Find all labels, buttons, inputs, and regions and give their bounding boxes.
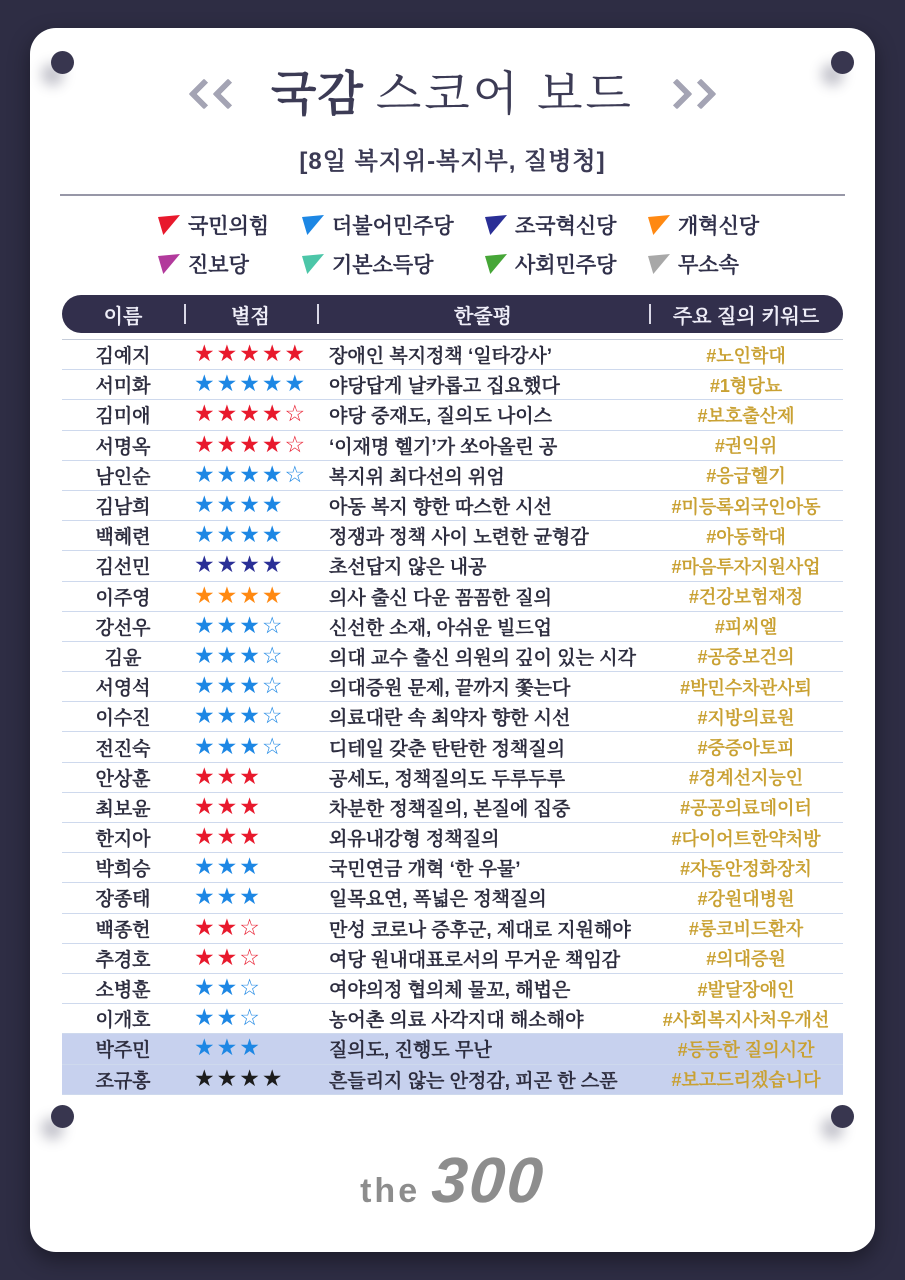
divider-rule [60,194,845,196]
party-flag-icon [485,215,507,235]
legend-label: 더불어민주당 [332,215,454,238]
keyword-tag: #발달장애인 [697,979,795,1000]
star-rating: ★★★ [194,854,262,881]
review-text: 농어촌 의료 사각지대 해소해야 [329,1010,584,1032]
member-name: 이개호 [95,1010,151,1032]
review-text: 질의도, 진행도 무난 [329,1040,492,1062]
keyword-tag: #롱코비드환자 [688,919,804,940]
member-name: 박주민 [95,1040,151,1062]
pin-bottom-right-icon [831,1105,854,1128]
star-rating: ★★★ [194,763,262,790]
keyword-tag: #중증아토피 [697,738,795,759]
legend-label: 조국혁신당 [515,215,617,238]
keyword-tag: #아동학대 [706,526,786,547]
table-row [62,521,843,551]
table-row [62,582,843,612]
member-name: 김윤 [104,647,142,669]
left-chevrons-icon [193,83,241,105]
star-rating: ★★★★ [194,582,285,609]
star-rating: ★★★☆ [194,612,285,639]
review-text: 여당 원내대표로서의 무거운 책임감 [329,949,621,971]
table-row [62,793,843,823]
legend-item [648,249,875,279]
member-name: 강선우 [95,617,151,639]
member-name: 김예지 [95,346,151,368]
title-bold: 국감 [271,67,364,120]
review-text: 의료대란 속 최약자 향한 시선 [329,708,571,730]
title-row [30,28,875,120]
legend-label: 국민의힘 [188,215,270,238]
score-table-body [62,339,843,1095]
star-rating: ★★★☆ [194,733,285,760]
member-name: 남인순 [95,466,151,488]
legend-item [158,210,302,240]
legend-label: 무소속 [678,254,739,277]
star-rating: ★★☆ [194,944,262,971]
review-text: 디테일 갖춘 탄탄한 정책질의 [329,738,566,760]
legend-item [302,210,485,240]
star-rating: ★★☆ [194,914,262,941]
table-row [62,823,843,853]
table-row [62,732,843,762]
table-row [62,340,843,370]
member-name: 이수진 [95,708,151,730]
table-row [62,1034,843,1064]
star-rating: ★★☆ [194,975,262,1002]
party-flag-icon [158,254,180,274]
star-rating: ★★★☆ [194,703,285,730]
table-row [62,672,843,702]
review-text: 흔들리지 않는 안정감, 피곤 한 스푼 [329,1070,618,1092]
column-header-review: 한줄평 [454,305,512,328]
star-rating: ★★★ [194,1035,262,1062]
keyword-tag: #강원대병원 [697,888,795,909]
table-row [62,431,843,461]
review-text: 국민연금 개혁 ‘한 우물’ [329,859,521,881]
star-rating: ★★★★★ [194,371,308,398]
member-name: 김남희 [95,497,151,519]
member-name: 박희승 [95,859,151,881]
keyword-tag: #박민수차관사퇴 [680,677,812,698]
star-rating: ★★★★★ [194,341,308,368]
party-flag-icon [648,215,670,235]
member-name: 백혜련 [95,527,151,549]
keyword-tag: #공공의료데이터 [680,798,812,819]
column-header-stars: 별점 [231,305,270,328]
legend-label: 기본소득당 [332,254,434,277]
member-name: 백종헌 [95,919,151,941]
member-name: 서명옥 [95,436,151,458]
keyword-tag: #의대증원 [706,949,786,970]
review-text: 공세도, 정책질의도 두루두루 [329,768,566,790]
keyword-tag: #노인학대 [706,345,786,366]
keyword-tag: #지방의료원 [697,707,795,728]
keyword-tag: #경계선지능인 [688,768,804,789]
keyword-tag: #응급헬기 [706,466,786,487]
table-row [62,612,843,642]
legend-item [485,210,648,240]
pin-top-left-icon [51,51,74,74]
table-row [62,642,843,672]
star-rating: ★★☆ [194,1005,262,1032]
pin-top-right-icon [831,51,854,74]
star-rating: ★★★★☆ [194,401,308,428]
member-name: 한지아 [95,829,151,851]
keyword-tag: #건강보험재정 [688,587,804,608]
member-name: 이주영 [95,587,151,609]
table-row [62,551,843,581]
review-text: 여야의정 협의체 물꼬, 해법은 [329,980,571,1002]
table-row [62,1004,843,1034]
member-name: 소병훈 [95,980,151,1002]
member-name: 김미애 [95,406,151,428]
table-row [62,883,843,913]
keyword-tag: #마음투자지원사업 [671,556,821,577]
column-header-name: 이름 [103,305,143,328]
keyword-tag: #등등한 질의시간 [677,1039,815,1060]
table-row [62,853,843,883]
star-rating: ★★★★ [194,522,285,549]
header-divider [317,304,319,324]
table-row [62,461,843,491]
keyword-tag: #자동안정화장치 [680,858,812,879]
party-flag-icon [648,254,670,274]
table-row [62,370,843,400]
party-flag-icon [302,254,324,274]
review-text: 의대증원 문제, 끝까지 쫓는다 [329,678,571,700]
header-divider [649,304,651,324]
star-rating: ★★★ [194,793,262,820]
keyword-tag: #미등록외국인아동 [671,496,821,517]
logo-300: 300 [429,1143,548,1216]
legend-label: 사회민주당 [515,254,617,277]
table-header [62,295,843,333]
review-text: 의대 교수 출신 의원의 깊이 있는 시각 [329,647,636,669]
legend-item [158,249,302,279]
title-rest: 스코어 보드 [375,67,634,120]
member-name: 장종태 [95,889,151,911]
legend-label: 개혁신당 [678,215,760,238]
review-text: 외유내강형 정책질의 [329,829,500,851]
star-rating: ★★★ [194,824,262,851]
legend-item [485,249,648,279]
review-text: 복지위 최다선의 위엄 [329,466,505,488]
review-text: 일목요연, 폭넓은 정책질의 [329,889,547,911]
star-rating: ★★★☆ [194,642,285,669]
review-text: 신선한 소재, 아쉬운 빌드업 [329,617,553,639]
member-name: 최보윤 [95,798,151,820]
pin-bottom-left-icon [51,1105,74,1128]
member-name: 서영석 [95,678,151,700]
page-subtitle: [8일 복지위-복지부, 질병청] [299,148,606,175]
member-name: 김선민 [95,557,151,579]
keyword-tag: #1형당뇨 [709,375,783,396]
review-text: 의사 출신 다운 꼼꼼한 질의 [329,587,553,609]
review-text: 아동 복지 향한 따스한 시선 [329,497,553,519]
member-name: 서미화 [95,376,151,398]
table-row [62,702,843,732]
keyword-tag: #보호출산제 [697,405,795,426]
member-name: 전진숙 [95,738,151,760]
column-header-keyword: 주요 질의 키워드 [672,305,820,328]
review-text: 차분한 정책질의, 본질에 집중 [329,798,571,820]
table-row [62,400,843,430]
star-rating: ★★★★ [194,1065,285,1092]
legend-item [302,249,485,279]
keyword-tag: #사회복지사처우개선 [662,1009,830,1030]
table-row [62,763,843,793]
header-divider [184,304,186,324]
the300-logo [30,1143,875,1217]
star-rating: ★★★★☆ [194,461,308,488]
scoreboard-card [30,28,875,1252]
legend-item [648,210,875,240]
member-name: 조규홍 [95,1070,151,1092]
table-row [62,1065,843,1095]
table-row [62,914,843,944]
review-text: 야당답게 날카롭고 집요했다 [329,376,560,398]
review-text: 만성 코로나 증후군, 제대로 지원해야 [329,919,631,941]
table-row [62,944,843,974]
review-text: ‘이재명 헬기’가 쏘아올린 공 [329,436,558,458]
star-rating: ★★★☆ [194,673,285,700]
keyword-tag: #피씨엘 [714,617,778,638]
party-flag-icon [158,215,180,235]
keyword-tag: #다이어트한약처방 [671,828,821,849]
legend-label: 진보당 [188,254,249,277]
star-rating: ★★★★☆ [194,431,308,458]
member-name: 안상훈 [95,768,151,790]
party-flag-icon [485,254,507,274]
review-text: 초선답지 않은 내공 [329,557,487,579]
table-row [62,974,843,1004]
member-name: 추경호 [95,949,151,971]
keyword-tag: #공중보건의 [697,647,795,668]
review-text: 야당 중재도, 질의도 나이스 [329,406,553,428]
party-legend [158,210,875,279]
page-title [271,67,634,120]
keyword-tag: #권익위 [714,436,778,457]
review-text: 정쟁과 정책 사이 노련한 균형감 [329,527,589,549]
right-chevrons-icon [664,83,712,105]
table-row [62,491,843,521]
keyword-tag: #보고드리겠습니다 [671,1070,821,1091]
star-rating: ★★★★ [194,552,285,579]
star-rating: ★★★ [194,884,262,911]
star-rating: ★★★★ [194,492,285,519]
review-text: 장애인 복지정책 ‘일타강사’ [329,346,553,368]
logo-the: the [360,1171,421,1210]
party-flag-icon [302,215,324,235]
